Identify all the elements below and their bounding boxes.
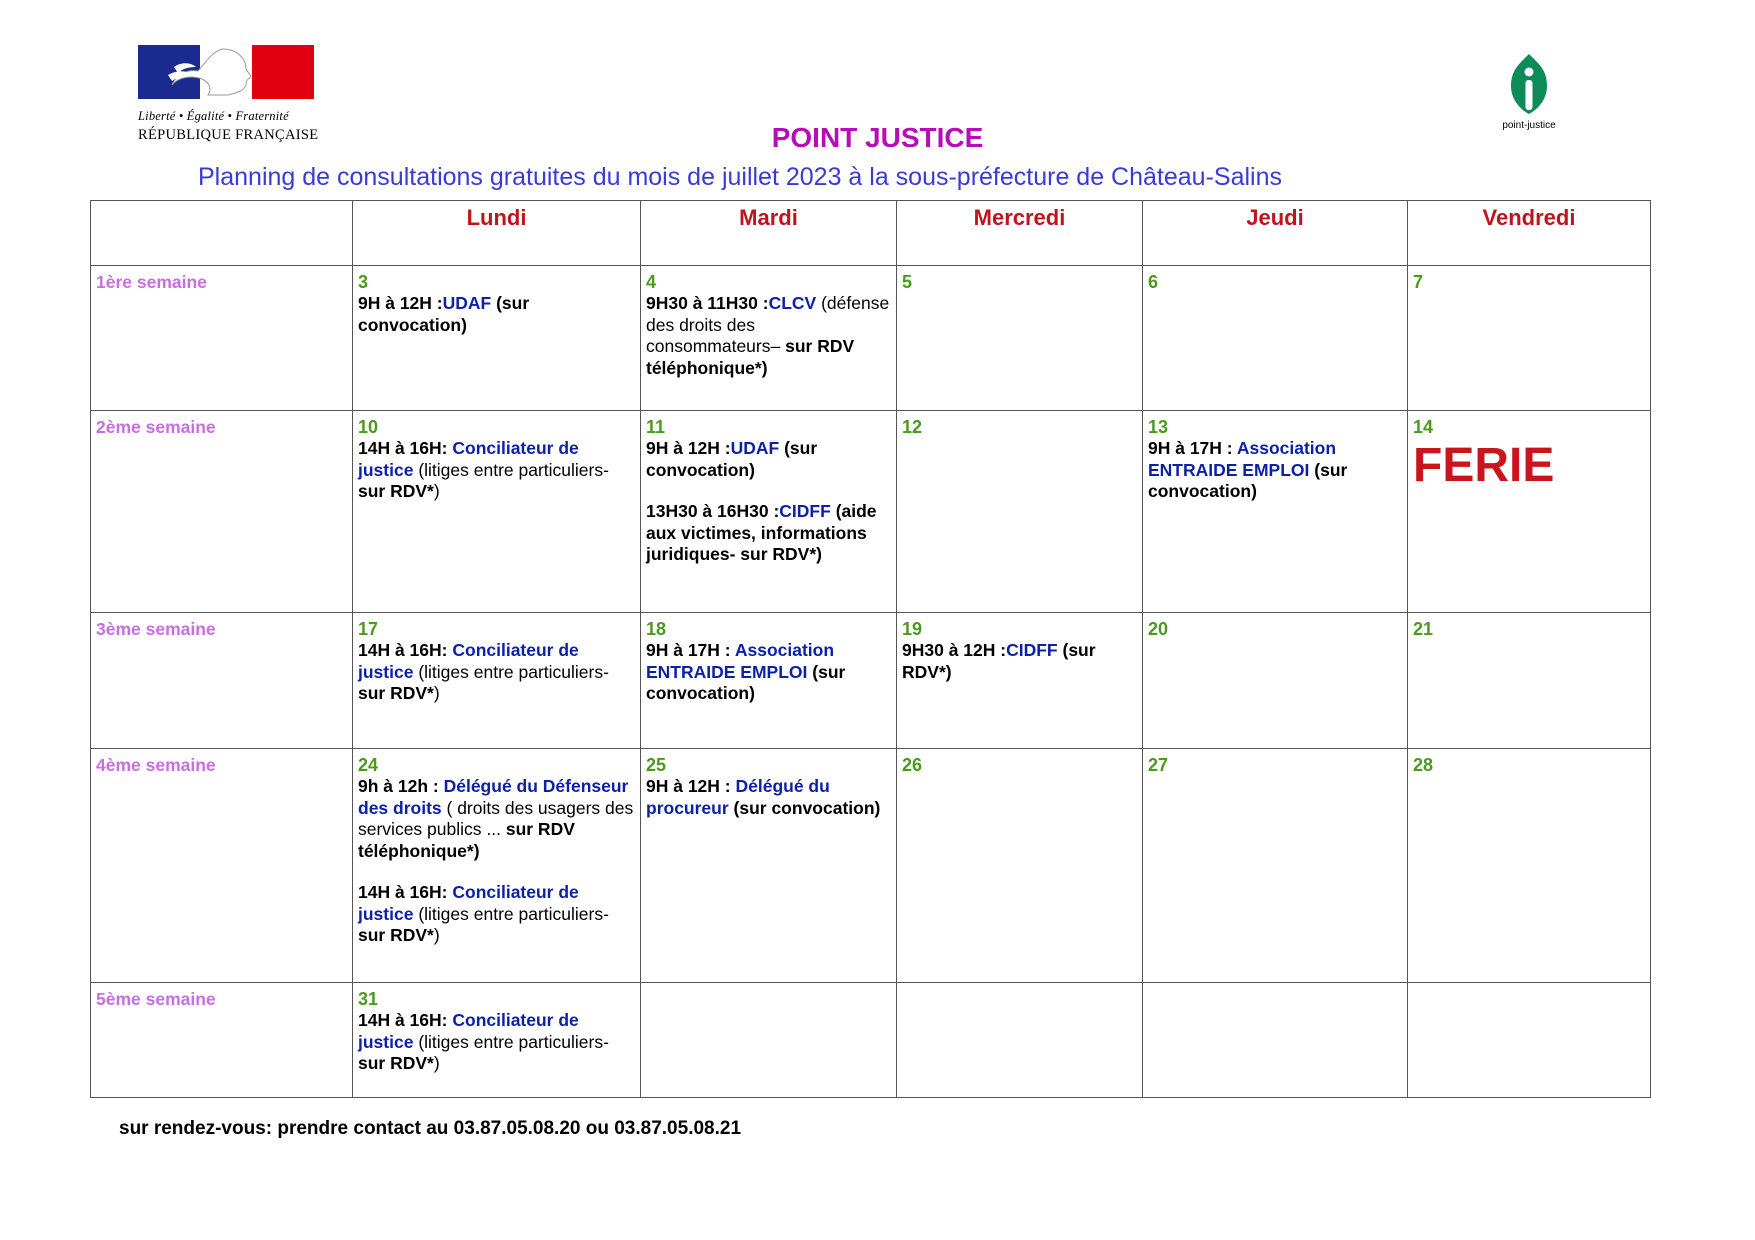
holiday-label: FERIE xyxy=(1413,439,1555,492)
consultation-details: (sur convocation) xyxy=(358,293,530,335)
day-cell xyxy=(641,749,897,983)
consultation-details: sur RDV* xyxy=(358,925,434,945)
rf-motto: Liberté • Égalité • Fraternité xyxy=(138,109,289,123)
consultation-details: sur RDV* xyxy=(358,481,434,501)
corner-cell xyxy=(91,201,353,266)
consultation-organisation: CIDFF xyxy=(779,501,831,521)
day-cell xyxy=(897,613,1143,749)
day-cell xyxy=(1143,613,1408,749)
consultation-organisation: CIDFF xyxy=(1006,640,1058,660)
consultation-time: 9H30 à 12H : xyxy=(902,640,1007,660)
day-cell xyxy=(1408,983,1651,1098)
consultation-details: (sur convocation) xyxy=(728,797,881,818)
day-cell xyxy=(897,983,1143,1098)
week-label: 4ème semaine xyxy=(91,749,353,983)
consultation-time: 14H à 16H: xyxy=(358,882,448,902)
consultation-time: 9H à 12H : xyxy=(358,293,443,313)
consultation-organisation: Conciliateur de justice xyxy=(358,882,579,924)
point-justice-logo xyxy=(1494,52,1564,131)
consultation-details: ) xyxy=(433,1053,440,1073)
table-row xyxy=(91,983,1651,1098)
consultation-details: (sur convocation) xyxy=(1148,459,1348,501)
point-justice-caption: point-justice xyxy=(1502,120,1556,131)
consultation-details: (aide aux victimes, informations juridiques- sur RDV*) xyxy=(646,501,877,564)
consultation-details: (sur convocation) xyxy=(646,661,846,703)
day-cell xyxy=(897,749,1143,983)
consultation-entry xyxy=(646,501,891,566)
day-number: 18 xyxy=(646,619,667,639)
day-cell xyxy=(641,983,897,1098)
consultation-entry xyxy=(358,293,635,336)
day-cell xyxy=(897,266,1143,411)
consultation-organisation: Conciliateur de justice xyxy=(358,640,579,682)
day-number: 21 xyxy=(1413,619,1434,639)
consultation-details: sur RDV* xyxy=(358,1053,434,1073)
day-header: Lundi xyxy=(353,201,641,266)
day-number: 3 xyxy=(358,272,369,292)
day-number: 17 xyxy=(358,619,379,639)
consultation-details: (défense des droits des consommateurs– xyxy=(646,293,890,356)
rf-name: RÉPUBLIQUE FRANÇAISE xyxy=(138,127,319,143)
day-cell xyxy=(897,411,1143,613)
consultation-entry xyxy=(358,882,635,947)
consultation-organisation: Délégué du Défenseur des droits xyxy=(358,776,629,818)
consultation-time: 14H à 16H: xyxy=(358,438,448,458)
consultation-organisation: Association ENTRAIDE EMPLOI xyxy=(1148,438,1337,480)
consultation-time: 9h à 12h : xyxy=(358,776,439,796)
consultation-organisation: Délégué du procureur xyxy=(646,776,830,818)
day-header: Jeudi xyxy=(1143,201,1408,266)
day-cell xyxy=(1408,613,1651,749)
day-number: 5 xyxy=(902,272,913,292)
day-cell xyxy=(1408,266,1651,411)
day-number: 7 xyxy=(1413,272,1424,292)
day-number: 11 xyxy=(646,417,666,437)
day-cell xyxy=(353,983,641,1098)
day-number: 31 xyxy=(358,989,379,1009)
week-label: 3ème semaine xyxy=(91,613,353,749)
consultation-entry xyxy=(646,438,891,481)
consultation-details: ) xyxy=(433,925,440,945)
consultation-time: 9H30 à 11H30 : xyxy=(646,293,769,313)
point-justice-icon xyxy=(1509,52,1549,116)
consultation-organisation: UDAF xyxy=(730,438,780,458)
consultation-organisation: Conciliateur de justice xyxy=(358,1010,579,1052)
consultation-entry xyxy=(358,438,635,503)
day-cell xyxy=(1143,749,1408,983)
consultation-entry xyxy=(646,293,891,379)
page-subtitle: Planning de consultations gratuites du mois de juillet 2023 à la sous-préfecture de Château-Salins xyxy=(198,163,1282,191)
day-cell xyxy=(1143,411,1408,613)
day-number: 20 xyxy=(1148,619,1169,639)
table-row xyxy=(91,266,1651,411)
consultation-time: 9H à 12H : xyxy=(646,438,731,458)
consultation-entry xyxy=(646,640,891,705)
day-number: 12 xyxy=(902,417,923,437)
day-cell xyxy=(641,613,897,749)
consultation-details: sur RDV téléphonique*) xyxy=(358,819,575,861)
day-number: 6 xyxy=(1148,272,1159,292)
consultation-organisation: CLCV xyxy=(768,293,817,313)
consultation-details: ) xyxy=(433,481,440,501)
consultation-time: 9H à 17H : xyxy=(1148,438,1233,458)
consultation-entry xyxy=(902,640,1137,683)
day-cell xyxy=(641,411,897,613)
marianne-icon xyxy=(138,45,314,99)
consultation-details: (sur RDV*) xyxy=(902,640,1096,682)
day-cell xyxy=(1408,411,1651,613)
day-number: 26 xyxy=(902,755,923,775)
consultation-details: (litiges entre particuliers- xyxy=(413,1031,609,1052)
table-row xyxy=(91,613,1651,749)
day-number: 25 xyxy=(646,755,667,775)
day-number: 19 xyxy=(902,619,923,639)
week-label: 1ère semaine xyxy=(91,266,353,411)
day-number: 4 xyxy=(646,272,657,292)
day-cell xyxy=(641,266,897,411)
consultation-entry xyxy=(358,1010,635,1075)
day-number: 28 xyxy=(1413,755,1434,775)
day-number: 14 xyxy=(1413,417,1434,437)
consultation-organisation: Association ENTRAIDE EMPLOI xyxy=(646,640,835,682)
footer-note: sur rendez-vous: prendre contact au 03.87.05.08.20 ou 03.87.05.08.21 xyxy=(119,1118,742,1139)
day-cell xyxy=(353,266,641,411)
table-header-row xyxy=(91,201,1651,266)
day-number: 27 xyxy=(1148,755,1169,775)
day-cell xyxy=(1408,749,1651,983)
consultation-details: ( droits des usagers des services publics ... xyxy=(358,797,634,839)
day-cell xyxy=(353,613,641,749)
consultation-details: (litiges entre particuliers- xyxy=(413,903,609,924)
page-title: POINT JUSTICE xyxy=(771,122,984,153)
day-header: Vendredi xyxy=(1408,201,1651,266)
consultation-entry xyxy=(358,640,635,705)
week-label: 5ème semaine xyxy=(91,983,353,1098)
consultation-time: 14H à 16H: xyxy=(358,640,448,660)
consultation-time: 14H à 16H: xyxy=(358,1010,448,1030)
consultation-entry xyxy=(1148,438,1402,503)
day-number: 24 xyxy=(358,755,379,775)
day-cell xyxy=(1143,266,1408,411)
consultation-details: (litiges entre particuliers- xyxy=(413,661,609,682)
consultation-details: sur RDV téléphonique*) xyxy=(646,336,855,378)
day-header: Mardi xyxy=(641,201,897,266)
consultation-entry xyxy=(358,776,635,862)
consultation-time: 13H30 à 16H30 : xyxy=(646,501,780,521)
consultation-time: 9H à 12H : xyxy=(646,776,731,796)
week-label: 2ème semaine xyxy=(91,411,353,613)
day-cell xyxy=(353,749,641,983)
day-cell xyxy=(353,411,641,613)
consultation-time: 9H à 17H : xyxy=(646,640,731,660)
consultation-details: sur RDV* xyxy=(358,683,434,703)
consultation-organisation: Conciliateur de justice xyxy=(358,438,579,480)
day-cell xyxy=(1143,983,1408,1098)
day-header: Mercredi xyxy=(897,201,1143,266)
planning-table xyxy=(90,200,1651,1098)
table-row xyxy=(91,749,1651,983)
day-number: 10 xyxy=(358,417,379,437)
day-number: 13 xyxy=(1148,417,1169,437)
consultation-details: (sur convocation) xyxy=(646,438,818,480)
consultation-organisation: UDAF xyxy=(442,293,492,313)
consultation-entry xyxy=(646,776,891,819)
consultation-details: ) xyxy=(433,683,440,703)
table-row xyxy=(91,411,1651,613)
consultation-details: (litiges entre particuliers- xyxy=(413,459,609,480)
